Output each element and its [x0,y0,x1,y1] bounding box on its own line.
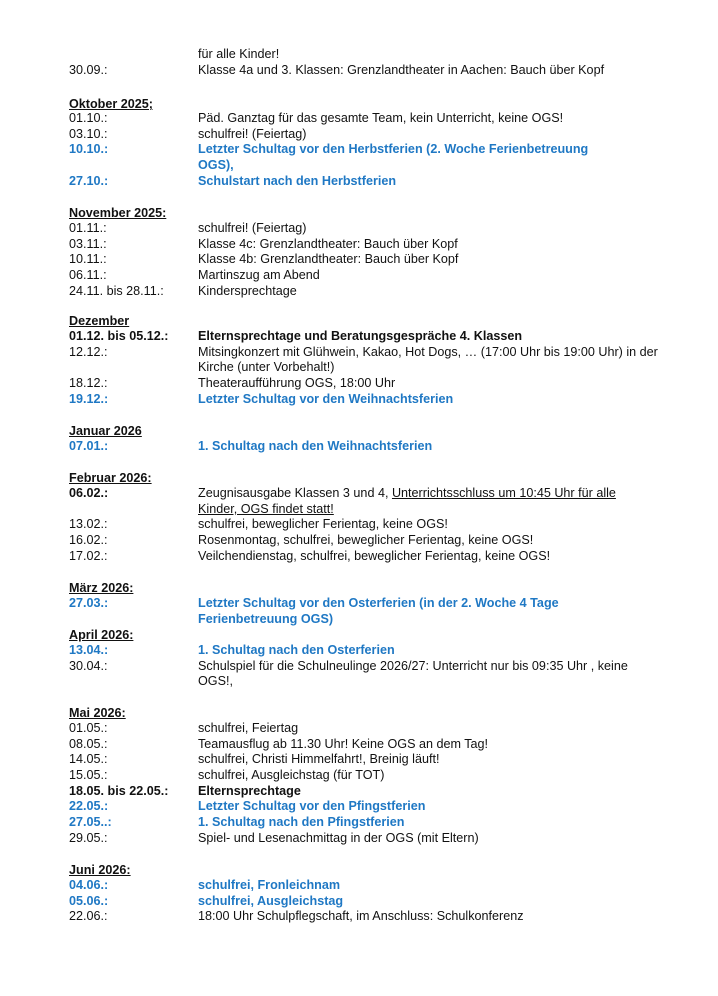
event-date: 03.11.: [69,236,107,251]
event-date: 05.06.: [69,893,109,908]
event-text: Letzter Schultag vor den Herbstferien (2. Woche Ferienbetreuung OGS), [198,142,589,173]
list-item [0,329,718,345]
list-item [0,909,718,925]
list-item [0,878,718,894]
event-date: 14.05.: [69,752,108,767]
list-item [0,517,718,533]
event-text: Schulspiel für die Schulneulinge 2026/27: Unterricht nur bis 09:35 Uhr , keine OGS!, [198,658,628,689]
list-item [0,142,718,173]
month-heading-april: April 2026: [69,628,134,642]
event-text: Päd. Ganztag für das gesamte Team, kein Unterricht, keine OGS! [198,111,564,125]
event-date: 22.05.: [69,799,109,814]
list-item [0,752,718,768]
event-text: schulfrei! (Feiertag) [198,221,307,235]
event-text: Teamausflug ab 11.30 Uhr! Keine OGS an dem Tag! [198,736,489,751]
event-text: schulfrei, Ausgleichstag (für TOT) [198,768,385,783]
month-heading-oktober: Oktober 2025; [69,97,153,111]
event-date: 01.11.: [69,221,107,235]
section-dezember [0,329,718,407]
month-heading-dezember: Dezember [69,314,130,328]
event-text: schulfrei, Feiertag [198,721,299,735]
event-date: 27.10.: [69,173,109,188]
list-item [0,815,718,831]
list-item [0,63,718,79]
list-item [0,768,718,784]
list-item [0,831,718,847]
section-november [0,221,718,299]
event-text: 1. Schultag nach den Pfingstferien [198,815,405,830]
section-april [0,643,718,690]
event-date: 30.09.: [69,62,108,77]
event-text: 18:00 Uhr Schulpflegschaft, im Anschluss: Schulkonferenz [198,909,524,924]
event-date: 30.04.: [69,658,108,673]
event-date: 29.05.: [69,830,108,845]
month-heading-januar: Januar 2026 [69,424,142,438]
event-text [198,486,648,517]
month-heading-november: November 2025: [69,206,167,220]
event-text: Elternsprechtage und Beratungsgespräche 4. Klassen [198,329,523,343]
event-date: 27.03.: [69,596,109,610]
event-date: 04.06.: [69,878,109,892]
event-date: 08.05.: [69,736,108,751]
event-date: 15.05.: [69,768,108,783]
event-date: 18.12.: [69,376,108,391]
event-date: 03.10.: [69,126,108,141]
list-item [0,643,718,659]
event-text: Martinszug am Abend [198,268,320,283]
event-text: Schulstart nach den Herbstferien [198,173,397,188]
event-text: Rosenmontag, schulfrei, beweglicher Ferientag, keine OGS! [198,533,534,548]
event-date: 10.10.: [69,142,109,157]
section-februar [0,486,718,564]
section-juni [0,878,718,925]
month-heading-mai: Mai 2026: [69,706,126,720]
event-date: 12.12.: [69,344,108,359]
list-item [0,392,718,408]
event-date: 18.05. bis 22.05.: [69,783,169,798]
event-text: Spiel- und Lesenachmittag in der OGS (mit Eltern) [198,830,479,845]
event-date: 01.05.: [69,721,108,735]
month-heading-juni: Juni 2026: [69,863,131,877]
event-text: schulfrei, Ausgleichstag [198,893,344,908]
list-item [0,174,718,190]
list-item [0,268,718,284]
list-item [0,252,718,268]
list-item [0,345,718,376]
event-text: Theateraufführung OGS, 18:00 Uhr [198,376,396,391]
list-item [0,596,718,627]
month-heading-februar: Februar 2026: [69,471,152,485]
event-date: 06.02.: [69,486,109,500]
event-text: Klasse 4a und 3. Klassen: Grenzlandtheater in Aachen: Bauch über Kopf [198,62,605,77]
event-date: 10.11.: [69,252,107,267]
event-text: Letzter Schultag vor den Osterferien (in der 2. Woche 4 Tage Ferienbetreuung OGS) [198,596,559,626]
event-date: 17.02.: [69,548,108,563]
list-item [0,284,718,300]
list-item [0,376,718,392]
event-date: 13.04.: [69,643,109,657]
event-text: 1. Schultag nach den Weihnachtsferien [198,439,433,453]
event-text: schulfrei, Fronleichnam [198,878,341,892]
list-item [0,549,718,565]
list-item [0,111,718,127]
list-item [0,799,718,815]
event-date: 13.02.: [69,517,108,532]
event-text: schulfrei, Christi Himmelfahrt!, Breinig läuft! [198,752,440,767]
list-item [0,237,718,253]
event-text: schulfrei! (Feiertag) [198,126,307,141]
event-text-underlined: Unterrichtsschluss um 10:45 Uhr für alle Kinder, OGS findet statt! [198,486,616,516]
event-date: 27.05..: [69,815,112,830]
event-date: 22.06.: [69,909,108,924]
event-text: Elternsprechtage [198,783,301,798]
list-item [0,439,718,455]
event-text: Letzter Schultag vor den Pfingstferien [198,799,426,814]
list-item [0,737,718,753]
event-text: Letzter Schultag vor den Weihnachtsferien [198,391,454,406]
event-text: Kindersprechtage [198,283,297,298]
section-september-continuation [0,47,718,78]
event-date: 19.12.: [69,391,109,406]
event-text: schulfrei, beweglicher Ferientag, keine OGS! [198,517,448,532]
list-item [0,784,718,800]
section-januar [0,439,718,455]
event-date: 16.02.: [69,533,108,548]
event-date: 01.10.: [69,111,108,125]
event-text: 1. Schultag nach den Osterferien [198,643,395,657]
event-text: Veilchendienstag, schulfrei, beweglicher Ferientag, keine OGS! [198,548,551,563]
list-item [0,127,718,143]
event-date: 24.11. bis 28.11.: [69,283,164,298]
section-mai [0,721,718,847]
event-text-plain: Zeugnisausgabe Klassen 3 und 4, [198,486,392,500]
list-item [0,894,718,910]
list-item [0,533,718,549]
list-item [0,221,718,237]
continuation-text: für alle Kinder! [198,47,280,61]
section-maerz [0,596,718,627]
event-text: Klasse 4b: Grenzlandtheater: Bauch über Kopf [198,252,459,267]
event-date: 07.01.: [69,439,109,453]
event-text: Mitsingkonzert mit Glühwein, Kakao, Hot Dogs, … (17:00 Uhr bis 19:00 Uhr) in der Kirche (unter Vorbehalt!) [198,344,658,375]
month-heading-maerz: März 2026: [69,581,134,595]
event-date: 01.12. bis 05.12.: [69,329,169,343]
list-item [0,659,718,690]
list-item [0,721,718,737]
list-item [0,486,718,517]
event-text: Klasse 4c: Grenzlandtheater: Bauch über Kopf [198,236,458,251]
event-date: 06.11.: [69,268,107,283]
section-oktober [0,111,718,189]
